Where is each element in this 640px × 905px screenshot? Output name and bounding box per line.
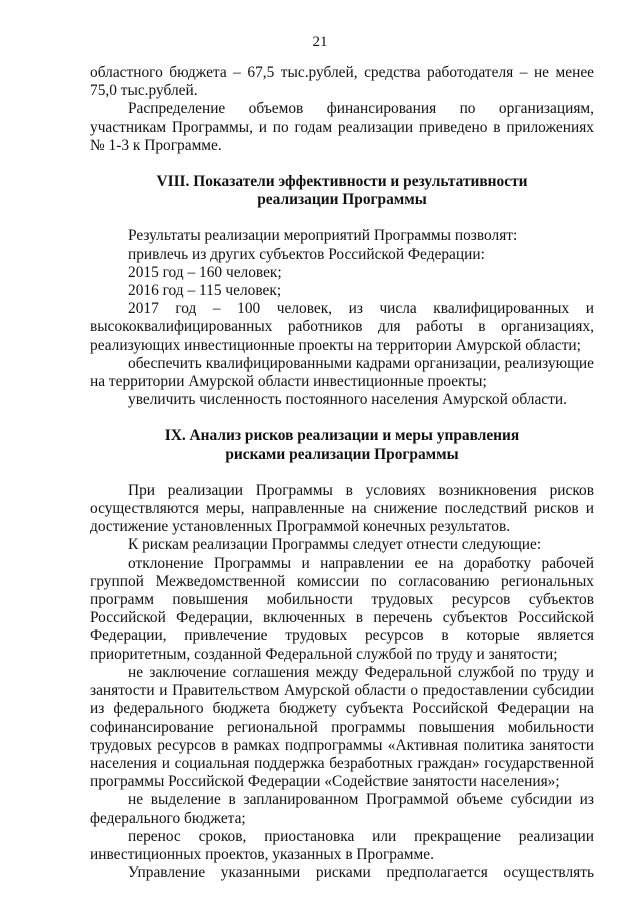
section-8-heading: VIII. Показатели эффективности и результативности реализации Программы: [156, 173, 528, 209]
paragraph: областного бюджета – 67,5 тыс.рублей, средства работодателя – не менее 75,0 тыс.рублей.: [90, 64, 594, 100]
paragraph: перенос сроков, приостановка или прекращение реализации инвестиционных проектов, указанных в Программе.: [90, 827, 594, 863]
paragraph: 2015 год – 160 человек;: [128, 263, 282, 281]
paragraph: Распределение объемов финансирования по организациям, участникам Программы, и по годам реализации приведено в приложениях № 1-3 к Программе.: [90, 100, 594, 154]
paragraph: 2017 год – 100 человек, из числа квалифицированных и высококвалифицированных работников для работы в организациях, реализующих инвестиционные проекты на территории Амурской области;: [90, 300, 594, 354]
paragraph: не заключение соглашения между Федеральной службой по труду и занятости и Правительством Амурской области о предоставлении субсидии из федерального бюджета бюджету субъекта Российской Федерации на софинансирование региональной программы повышения мобильности трудовых ресурсов в рамках подпрограммы «Активная политика занятости населения и социальная поддержка безработных граждан» государственной программы Российской Федерации «Содействие занятости населения»;: [90, 663, 594, 791]
page-number: 21: [312, 34, 328, 50]
paragraph: К рискам реализации Программы следует отнести следующие:: [128, 536, 542, 554]
paragraph: 2016 год – 115 человек;: [128, 282, 282, 300]
paragraph: При реализации Программы в условиях возникновения рисков осуществляются меры, направленные на снижение последствий рисков и достижение установленных Программой конечных результатов.: [90, 481, 594, 536]
paragraph: обеспечить квалифицированными кадрами организации, реализующие на территории Амурской области инвестиционные проекты;: [90, 354, 594, 391]
section-9-heading: IX. Анализ рисков реализации и меры управления рисками реализации Программы: [164, 427, 520, 463]
paragraph: отклонение Программы и направлении ее на доработку рабочей группой Межведомственной комиссии по согласованию региональных программ повышения мобильности трудовых ресурсов субъектов Российской Федерации, включенных в перечень субъектов Российской Федерации, привлечение трудовых ресурсов в которые является приоритетным, созданной Федеральной службой по труду и занятости;: [90, 554, 594, 663]
paragraph: увеличить численность постоянного населения Амурской области.: [128, 391, 567, 409]
paragraph: привлечь из других субъектов Российской Федерации:: [128, 245, 485, 263]
paragraph: Результаты реализации мероприятий Программы позволят:: [128, 227, 518, 245]
page-content: [90, 64, 594, 882]
paragraph: Управление указанными рисками предполагается осуществлять: [128, 864, 594, 882]
paragraph: не выделение в запланированном Программой объеме субсидии из федерального бюджета;: [90, 791, 594, 827]
